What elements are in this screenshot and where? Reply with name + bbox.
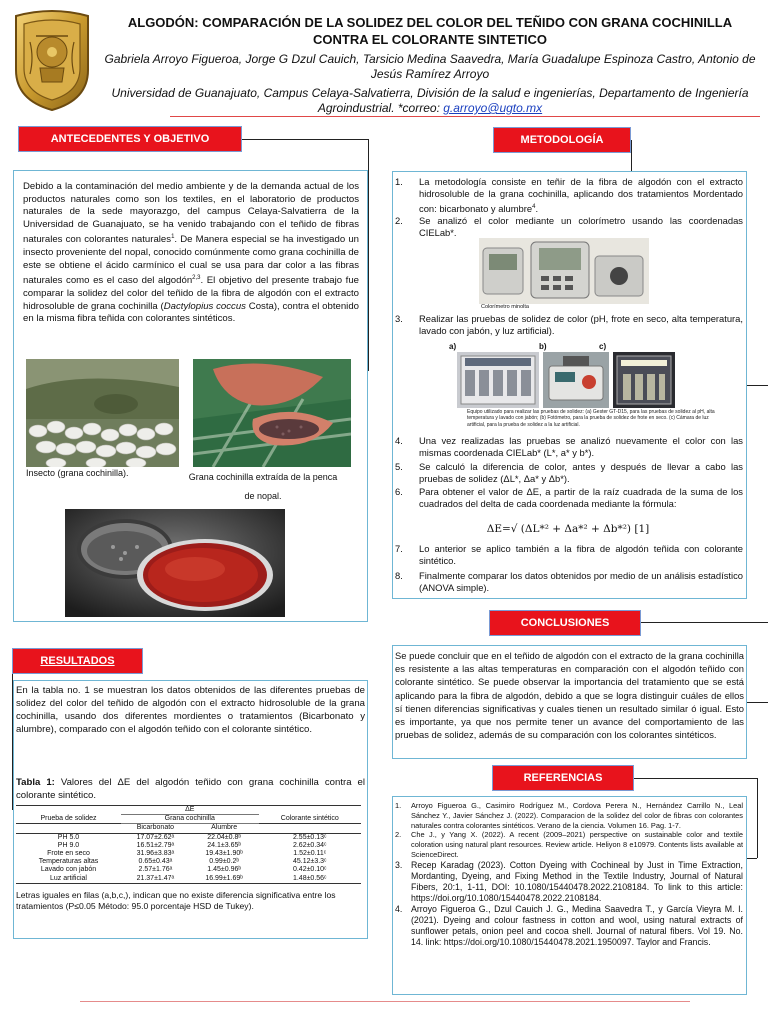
conclusiones-text: Se puede concluir que en el teñido de algodón con el extracto de la grana cochinilla es resistente a las altas temperaturas en comparación con el algodón teñido con colorante sintético. Se puede observar la importancia del tratamiento que se está aplicando para la fibra de algodón, debido a que se logra distinguir cuáles de ellos sí tienen diferencias significativas y cuales tienen un resultado similar ó igual. Esto es importante, ya que nos permite tener un avance del comportamiento de las pruebas de solidez, además de su comparación con los colorantes sintéticos. <box>395 650 744 741</box>
equipment-caption: Equipo utilizado para realizar las pruebas de solidez: (a) Gester GT-D15, para las pruebas de solidez al pH, alta temperatura y lavado con jabón; (b) Fotómetro, para la prueba de solidez de frote en seco. (c) Cámara de luz artificial, para la prueba de solidez a la luz artificial. <box>467 409 715 428</box>
resultados-text: En la tabla no. 1 se muestran los datos obtenidos de las diferentes pruebas de solidez del color del teñido de algodón con el extracto hidrosoluble de la grana cochinilla, usando dos diferentes mordientes o tratamientos (Bicarbonato y alumbre), comparado con el algodón teñido con el colorante sintético. <box>16 685 365 735</box>
poster-authors: Gabriela Arroyo Figueroa, Jorge G Dzul Cauich, Tarsicio Medina Saavedra, María Guadalupe Espinoza Castro, Antonio de Jesús Ramírez Arroyo <box>104 52 756 81</box>
delta-e-formula: ΔE=√ (ΔL*² + Δa*² + Δb*²) [1] <box>486 523 650 535</box>
conclusiones-heading-text: CONCLUSIONES <box>520 617 610 629</box>
subheader-bicarbonato: Bicarbonato <box>121 824 190 833</box>
grana-extraction-photo <box>193 359 351 467</box>
resultados-heading <box>12 648 143 674</box>
methodology-step: 4. Una vez realizadas las pruebas se analizó nuevamente el color con las mismas coordenada CIELab* (L*, a* y b*). <box>395 435 743 459</box>
methodology-steps <box>393 435 743 511</box>
methodology-steps <box>393 176 743 240</box>
delta-e-header: ΔE <box>121 806 259 815</box>
antecedentes-heading-text: ANTECEDENTES Y OBJETIVO <box>50 133 210 145</box>
light-chamber-photo <box>613 352 675 408</box>
metodologia-box <box>392 171 747 599</box>
resultados-heading-text: RESULTADOS <box>40 655 115 667</box>
poster-affiliation <box>100 86 760 116</box>
header-divider <box>170 116 760 117</box>
col-header-synthetic: Colorante sintético <box>259 815 361 824</box>
carmine-powder-photo <box>65 509 285 617</box>
results-table-wrapper <box>16 805 361 884</box>
metodologia-heading <box>493 127 631 153</box>
methodology-step: 6. Para obtener el valor de ΔE, a partir de la raíz cuadrada de la suma de los cuadrados del delta de cada coordenada mediante la fórmula: <box>395 486 743 510</box>
resultados-box <box>13 680 368 939</box>
grana-caption: Grana cochinilla extraída de la penca de nopal. <box>188 472 338 501</box>
table-row: PH 9.0 16.51±2.79ᵃ 24.1±3.65ᵇ 2.62±0.34ᶜ <box>57 841 327 849</box>
table-caption: Tabla 1: Valores del ΔE del algodón teñido con grana cochinilla contra el colorante sintético. <box>16 777 366 801</box>
equipment-label-a: a) <box>449 342 457 351</box>
reference-item: 4. Arroyo Figueroa G., Dzul Cauich J. G., Medina Saavedra T., y García Vieyra M. I. (2021). Dyeing and colour fastness in cotton and wool, using natural extracts of sunflower petals, onion peel and cocoa shell. Journal of natural fibers. Vol 19. No. 14. link: https://doi.org/10.1080/15440478.2021.1950097. Taylor and Francis. <box>395 903 743 947</box>
photometer-photo <box>543 352 609 408</box>
connector-line <box>634 778 757 779</box>
equipment-label-c: c) <box>599 342 607 351</box>
table-row: Luz artificial 21.37±1.47ᵃ 16.99±1.69ᵇ 1.48±0.56ᶜ <box>16 875 361 884</box>
connector-line <box>368 139 369 371</box>
methodology-steps <box>393 543 743 594</box>
results-table <box>16 805 361 884</box>
footer-divider <box>80 1001 690 1002</box>
table-row: Frote en seco 31.96±3.83ᵃ 19.43±1.90ᵇ 1.52±0.11ᶜ <box>47 850 327 858</box>
table-footnote: Letras iguales en filas (a,b,c,), indican que no existe diferencia significativa entre los tratamientos (P≤0.05 Método: 95.0 porcentaje HSD de Tukey). <box>16 890 336 912</box>
subheader-alumbre: Alumbre <box>190 824 259 833</box>
university-logo <box>10 8 94 112</box>
affiliation-text: Universidad de Guanajuato, Campus Celaya-Salvatierra, División de la salud e ingenierías, Departamento de Ingeniería Agroindustrial. *correo: <box>111 86 749 115</box>
col-header-grana: Grana cochinilla <box>121 815 259 824</box>
table-row: Temperaturas altas 0.65±0.43ᵃ 0.99±0.2ᵇ 45.12±3.3ᶜ <box>38 858 327 866</box>
connector-line <box>641 622 768 623</box>
referencias-heading-text: REFERENCIAS <box>523 772 603 784</box>
references-list <box>393 801 743 948</box>
antecedentes-heading <box>18 126 242 152</box>
equipment-label-b: b) <box>539 342 547 351</box>
connector-line <box>745 702 768 703</box>
methodology-step: 7. Lo anterior se aplico también a la fibra de algodón teñida con colorante sintético. <box>395 543 743 567</box>
insect-caption: Insecto (grana cochinilla). <box>26 468 129 478</box>
methodology-step: 2. Se analizó el color mediante un colorímetro usando las coordenadas CIELab*. <box>395 215 743 239</box>
antecedentes-text: Debido a la contaminación del medio ambiente y de la demanda actual de los productos naturales como son los textiles, en el laboratorio de productos naturales de la sede mayorazgo, del campus Celaya-Salvatierra de la Universidad de Guanajuato, se ha venido trabajando con el teñido de fibras naturales con colorantes naturales$^1$. De Manera especial se ha investigado un insecto proveniente del nopal, conocido comúnmente como grana cochinilla de este se obtiene el ácido carmínico el cual se usa para dar color a las fibras naturales como es el caso del algodón$^{2,3}$. El objetivo del presente trabajo fue comparar la solidez del color del teñido de la fibra de algodón con el extracto hidrosoluble de grana cochinilla (Dactylopius coccus Costa), contra el obtenido en la misma fibra teñida con colorantes sintéticos. <box>23 181 359 325</box>
conclusiones-box <box>392 645 747 759</box>
reference-item: 3. Recep Karadag (2023). Cotton Dyeing with Cochineal by Just in Time Extraction, Mordanting, Dyeing, and Fixing Method in the Textile Industry, Journal of Natural Fibers, 20:1, 1-11, DOI: 10.1080/15440478.2022.2108184. To link to this article: https://doi.org/10.1080/15440478.2022.2108184. <box>395 859 743 903</box>
conclusiones-heading <box>489 610 641 636</box>
colorimeter-caption: Colorímetro minolta <box>481 304 529 310</box>
poster-title: ALGODÓN: COMPARACIÓN DE LA SOLIDEZ DEL COLOR DEL TEÑIDO CON GRANA COCHINILLA CONTRA EL COLORANTE SINTETICO <box>127 15 733 47</box>
reference-item: 1. Arroyo Figueroa G., Casimiro Rodríguez M., Cordova Perera N., Hernández Carrillo N., Leal Sánchez Y., Javier Sánchez J. (2022). Comparacion de la solidez del color de fibras con colorantes naturales contra colorantes sintéticos. Verano de la ciencia. Volumen 16. Pag. 1-7. <box>395 801 743 830</box>
methodology-steps <box>393 313 743 338</box>
colorimeter-photo <box>479 238 649 304</box>
gester-equipment-photo <box>457 352 539 408</box>
referencias-heading <box>492 765 634 791</box>
connector-line <box>242 139 368 140</box>
referencias-box <box>392 796 747 995</box>
metodologia-heading-text: METODOLOGÍA <box>520 134 604 146</box>
methodology-step: 3. Realizar las pruebas de solidez de color (pH, frote en seco, alta temperatura, lavado con jabón, y luz artificial). <box>395 313 743 337</box>
methodology-step: 8. Finalmente comparar los datos obtenidos por medio de un análisis estadístico (ANOVA simple). <box>395 569 743 593</box>
table-row: Lavado con jabón 2.57±1.76ᵃ 1.45±0.96ᵇ 0.42±0.10ᶜ <box>40 866 327 874</box>
reference-item: 2. Che J., y Yang X. (2022). A recent (2009–2021) perspective on sustainable color and textile coloration using natural plant resources. Review article. Heliyon 8 e10979. Contents lists available at ScienceDirect. <box>395 830 743 859</box>
connector-line <box>757 778 758 858</box>
col-header-test: Prueba de solidez <box>16 815 121 824</box>
cochineal-insect-photo <box>26 359 179 467</box>
table-row: PH 5.0 17.07±2.62ᵃ 22.04±0.8ᵇ 2.55±0.13ᶜ <box>57 833 327 841</box>
methodology-step: 1. La metodología consiste en teñir de la fibra de algodón con el extracto hidrosoluble de la grana cochinilla, aplicando dos tratamientos Mordentado con: bicarbonato y alumbre$^4$. <box>395 176 743 214</box>
antecedentes-box <box>13 170 368 622</box>
methodology-step: 5. Se calculó la diferencia de color, antes y después de llevar a cabo las pruebas de solidez (ΔL*, Δa* y Δb*). <box>395 460 743 484</box>
contact-email-link[interactable]: g.arroyo@ugto.mx <box>443 101 543 115</box>
